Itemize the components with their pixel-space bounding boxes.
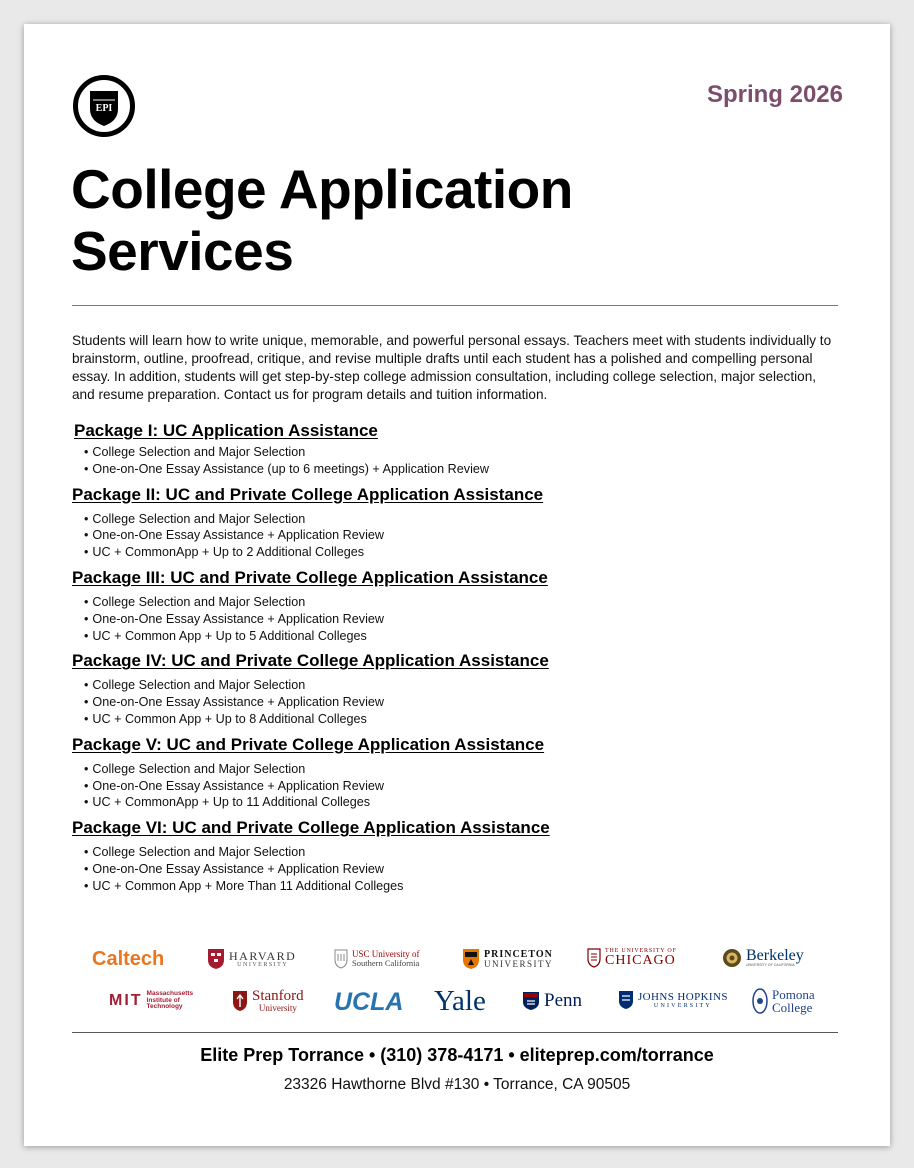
harvard-shield-icon bbox=[207, 948, 225, 970]
stanford-subtitle: University bbox=[258, 1003, 297, 1013]
page-title bbox=[71, 158, 573, 282]
jhu-wordmark: JOHNS HOPKINS bbox=[638, 990, 728, 1003]
season-label: Spring 2026 bbox=[706, 81, 843, 108]
usc-seal-icon bbox=[334, 949, 348, 969]
pomona-logo bbox=[752, 988, 815, 1014]
title-line-1: College Application bbox=[71, 158, 573, 220]
jhu-logo bbox=[618, 990, 728, 1010]
list-item: • College Selection and Major Selection bbox=[84, 844, 842, 861]
list-item: • UC + Common App + Up to 5 Additional Colleges bbox=[84, 628, 842, 645]
jhu-shield-icon bbox=[618, 990, 634, 1010]
harvard-wordmark: HARVARD bbox=[229, 949, 297, 963]
flyer-page bbox=[24, 24, 890, 1146]
package-3 bbox=[72, 567, 842, 644]
package-title: Package V: UC and Private College Application Assistance bbox=[72, 734, 545, 754]
footer-divider bbox=[72, 1032, 838, 1033]
package-items bbox=[72, 761, 842, 811]
list-item: • One-on-One Essay Assistance (up to 6 meetings) + Application Review bbox=[84, 461, 842, 478]
package-title: Package IV: UC and Private College Application Assistance bbox=[72, 651, 549, 671]
intro-paragraph: Students will learn how to write unique, memorable, and powerful personal essays. Teachers meet with students individually to brainstorm, outline, proofread, critique, and revise multiple drafts until each student has a polished and compelling personal essay. In addition, students will get step-by-step college admission consultation, including college selection, major selection, and resume preparation. Contact us for program details and tuition information. bbox=[72, 333, 832, 402]
pomona-subtitle: College bbox=[772, 1000, 813, 1015]
package-title: Package VI: UC and Private College Application Assistance bbox=[72, 818, 550, 838]
list-item: • One-on-One Essay Assistance + Application Review bbox=[84, 778, 842, 795]
address-line: 23326 Hawthorne Blvd #130 • Torrance, CA 90505 bbox=[283, 1076, 631, 1093]
harvard-logo bbox=[207, 948, 296, 970]
logo-monogram: EPI bbox=[95, 103, 113, 114]
mit-line-1: Massachusetts bbox=[146, 990, 194, 997]
title-line-2: Services bbox=[71, 220, 294, 282]
stanford-wordmark: Stanford bbox=[252, 988, 304, 1004]
package-items bbox=[72, 511, 842, 561]
list-item: • College Selection and Major Selection bbox=[84, 594, 842, 611]
yale-wordmark: Yale bbox=[434, 985, 486, 1017]
usc-wordmark: USC University of bbox=[352, 949, 420, 960]
ucla-wordmark: UCLA bbox=[334, 988, 404, 1016]
berkeley-subtitle: UNIVERSITY OF CALIFORNIA bbox=[746, 963, 795, 968]
mit-logo bbox=[109, 991, 193, 1011]
usc-logo bbox=[334, 949, 420, 969]
pomona-seal-icon bbox=[752, 988, 768, 1014]
list-item: • College Selection and Major Selection bbox=[84, 511, 842, 528]
jhu-subtitle: UNIVERSITY bbox=[653, 1002, 712, 1009]
pomona-wordmark: Pomona bbox=[772, 987, 815, 1002]
mit-mark: MIT bbox=[109, 991, 143, 1009]
university-logos bbox=[72, 942, 842, 1018]
chicago-logo bbox=[587, 948, 677, 968]
contact-line: Elite Prep Torrance • (310) 378-4171 • eliteprep.com/torrance bbox=[200, 1045, 714, 1065]
package-items bbox=[72, 677, 842, 727]
penn-shield-icon bbox=[522, 991, 540, 1011]
mit-line-2: Institute of bbox=[146, 996, 180, 1004]
list-item: • College Selection and Major Selection bbox=[84, 677, 842, 694]
package-items bbox=[72, 594, 842, 644]
princeton-wordmark: PRINCETON bbox=[484, 948, 553, 960]
list-item: • UC + CommonApp + Up to 2 Additional Colleges bbox=[84, 544, 842, 561]
berkeley-seal-icon bbox=[722, 948, 742, 968]
penn-wordmark: Penn bbox=[544, 990, 582, 1011]
list-item: • UC + Common App + More Than 11 Additional Colleges bbox=[84, 878, 842, 895]
package-5 bbox=[72, 734, 842, 811]
mit-line-3: Technology bbox=[146, 1003, 183, 1010]
princeton-shield-icon bbox=[462, 948, 480, 970]
chicago-shield-icon bbox=[587, 948, 601, 968]
package-title: Package II: UC and Private College Application Assistance bbox=[72, 484, 544, 504]
package-2 bbox=[72, 484, 842, 561]
princeton-subtitle: UNIVERSITY bbox=[484, 958, 553, 969]
caltech-logo bbox=[92, 948, 164, 971]
princeton-logo bbox=[462, 948, 553, 970]
list-item: • One-on-One Essay Assistance + Application Review bbox=[84, 527, 842, 544]
package-6 bbox=[72, 817, 842, 894]
list-item: • College Selection and Major Selection bbox=[84, 444, 842, 461]
chicago-prefix: THE UNIVERSITY OF bbox=[605, 948, 677, 954]
package-items bbox=[72, 444, 842, 478]
package-title: Package III: UC and Private College Application Assistance bbox=[72, 567, 548, 587]
list-item: • UC + Common App + Up to 8 Additional Colleges bbox=[84, 711, 842, 728]
list-item: • One-on-One Essay Assistance + Application Review bbox=[84, 861, 842, 878]
chicago-wordmark: CHICAGO bbox=[605, 953, 676, 968]
berkeley-logo bbox=[722, 948, 804, 968]
list-item: • College Selection and Major Selection bbox=[84, 761, 842, 778]
list-item: • One-on-One Essay Assistance + Application Review bbox=[84, 611, 842, 628]
penn-logo bbox=[522, 990, 582, 1012]
usc-subtitle: Southern California bbox=[352, 958, 420, 969]
list-item: • UC + CommonApp + Up to 11 Additional Colleges bbox=[84, 794, 842, 811]
package-1 bbox=[72, 420, 842, 478]
package-items bbox=[72, 844, 842, 894]
berkeley-wordmark: Berkeley bbox=[746, 947, 804, 965]
yale-logo bbox=[434, 985, 486, 1018]
package-list bbox=[72, 420, 842, 901]
stanford-logo bbox=[232, 989, 304, 1013]
caltech-wordmark: Caltech bbox=[92, 948, 165, 970]
stanford-shield-icon bbox=[232, 990, 248, 1012]
package-title: Package I: UC Application Assistance bbox=[74, 421, 378, 440]
title-divider bbox=[72, 305, 838, 306]
list-item: • One-on-One Essay Assistance + Application Review bbox=[84, 694, 842, 711]
package-4 bbox=[72, 650, 842, 727]
harvard-subtitle: UNIVERSITY bbox=[237, 962, 289, 968]
ucla-logo bbox=[334, 988, 403, 1017]
shield-logo-icon bbox=[73, 75, 135, 137]
